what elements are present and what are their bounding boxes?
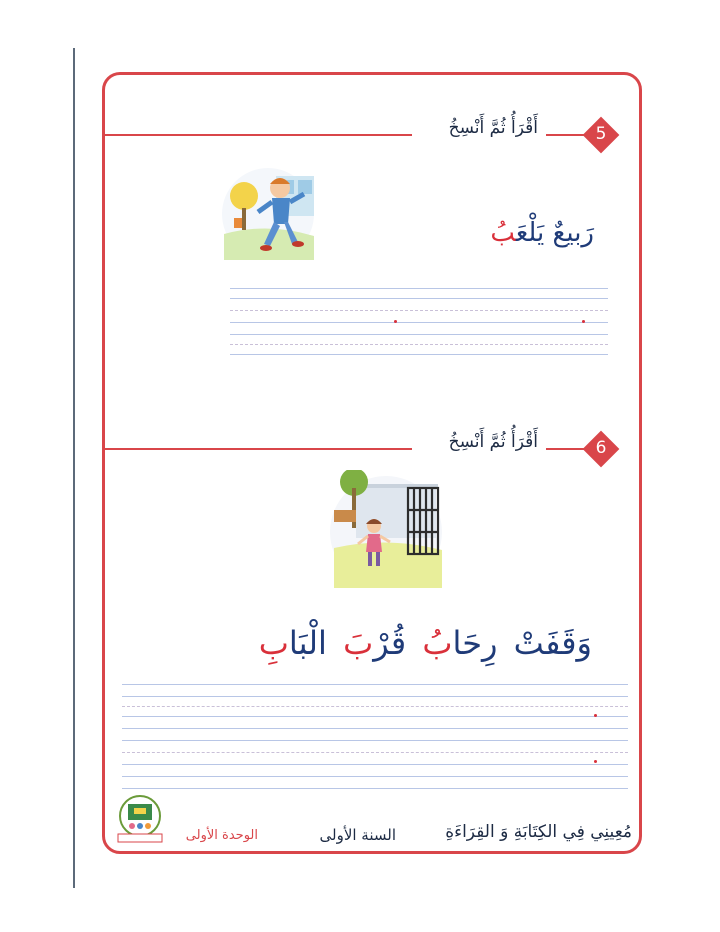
section-6-writing-lines[interactable] <box>122 682 628 792</box>
red-letter-ba: بَ <box>343 624 374 662</box>
scan-edge <box>73 48 75 888</box>
guide-line <box>230 334 608 335</box>
word-rabie: رَبيعٌ <box>552 218 594 248</box>
guide-line <box>122 696 628 697</box>
book-title: مُعِينِي فِي الكِتَابَةِ وَ القِرَاءَةِ <box>445 822 632 842</box>
word-waqafat: وَقَفَتْ <box>513 624 592 662</box>
guide-line-dashed <box>122 752 628 753</box>
section-5-rule <box>104 134 412 136</box>
guide-line <box>230 298 608 299</box>
school-logo-icon <box>112 794 168 844</box>
section-6-number: 6 <box>595 438 607 458</box>
section-6-sentence <box>259 624 592 662</box>
red-letter-ba: بُ <box>490 218 516 248</box>
red-letter-ba: بِ <box>258 624 289 662</box>
section-5-rule-right <box>546 134 586 136</box>
guide-line <box>122 728 628 729</box>
guide-line <box>122 788 628 789</box>
start-dot <box>594 714 597 717</box>
guide-line <box>230 288 608 289</box>
boy-running-image <box>214 164 322 262</box>
section-5-number: 5 <box>595 124 607 144</box>
red-letter-ba: بُ <box>422 624 453 662</box>
section-5-instruction: أَقْرَأُ ثُمَّ أَنْسِخُ <box>448 118 538 138</box>
start-dot <box>394 320 397 323</box>
section-5-sentence <box>490 218 594 248</box>
section-6-instruction: أَقْرَأُ ثُمَّ أَنْسِخُ <box>448 432 538 452</box>
section-6-rule <box>104 448 412 450</box>
section-6-rule-right <box>546 448 586 450</box>
guide-line-dashed <box>122 706 628 707</box>
guide-line <box>122 684 628 685</box>
word-rihab: رِحَابُ <box>422 624 498 662</box>
guide-line-dashed <box>230 310 608 311</box>
guide-line <box>122 716 628 717</box>
school-year: السنة الأولى <box>319 826 396 844</box>
guide-line <box>230 354 608 355</box>
unit-label: الوحدة الأولى <box>185 828 258 843</box>
section-5-writing-lines[interactable] <box>230 286 608 360</box>
start-dot <box>582 320 585 323</box>
word-albab: الْبَابِ <box>258 624 327 662</box>
word-qurba: قُرْبَ <box>343 624 407 662</box>
guide-line <box>122 764 628 765</box>
guide-line <box>230 322 608 323</box>
word-yalab: يَلْعَبُ <box>490 218 545 248</box>
guide-line <box>122 776 628 777</box>
guide-line <box>122 740 628 741</box>
start-dot <box>594 760 597 763</box>
guide-line-dashed <box>230 344 608 345</box>
girl-at-gate-image <box>326 470 448 592</box>
